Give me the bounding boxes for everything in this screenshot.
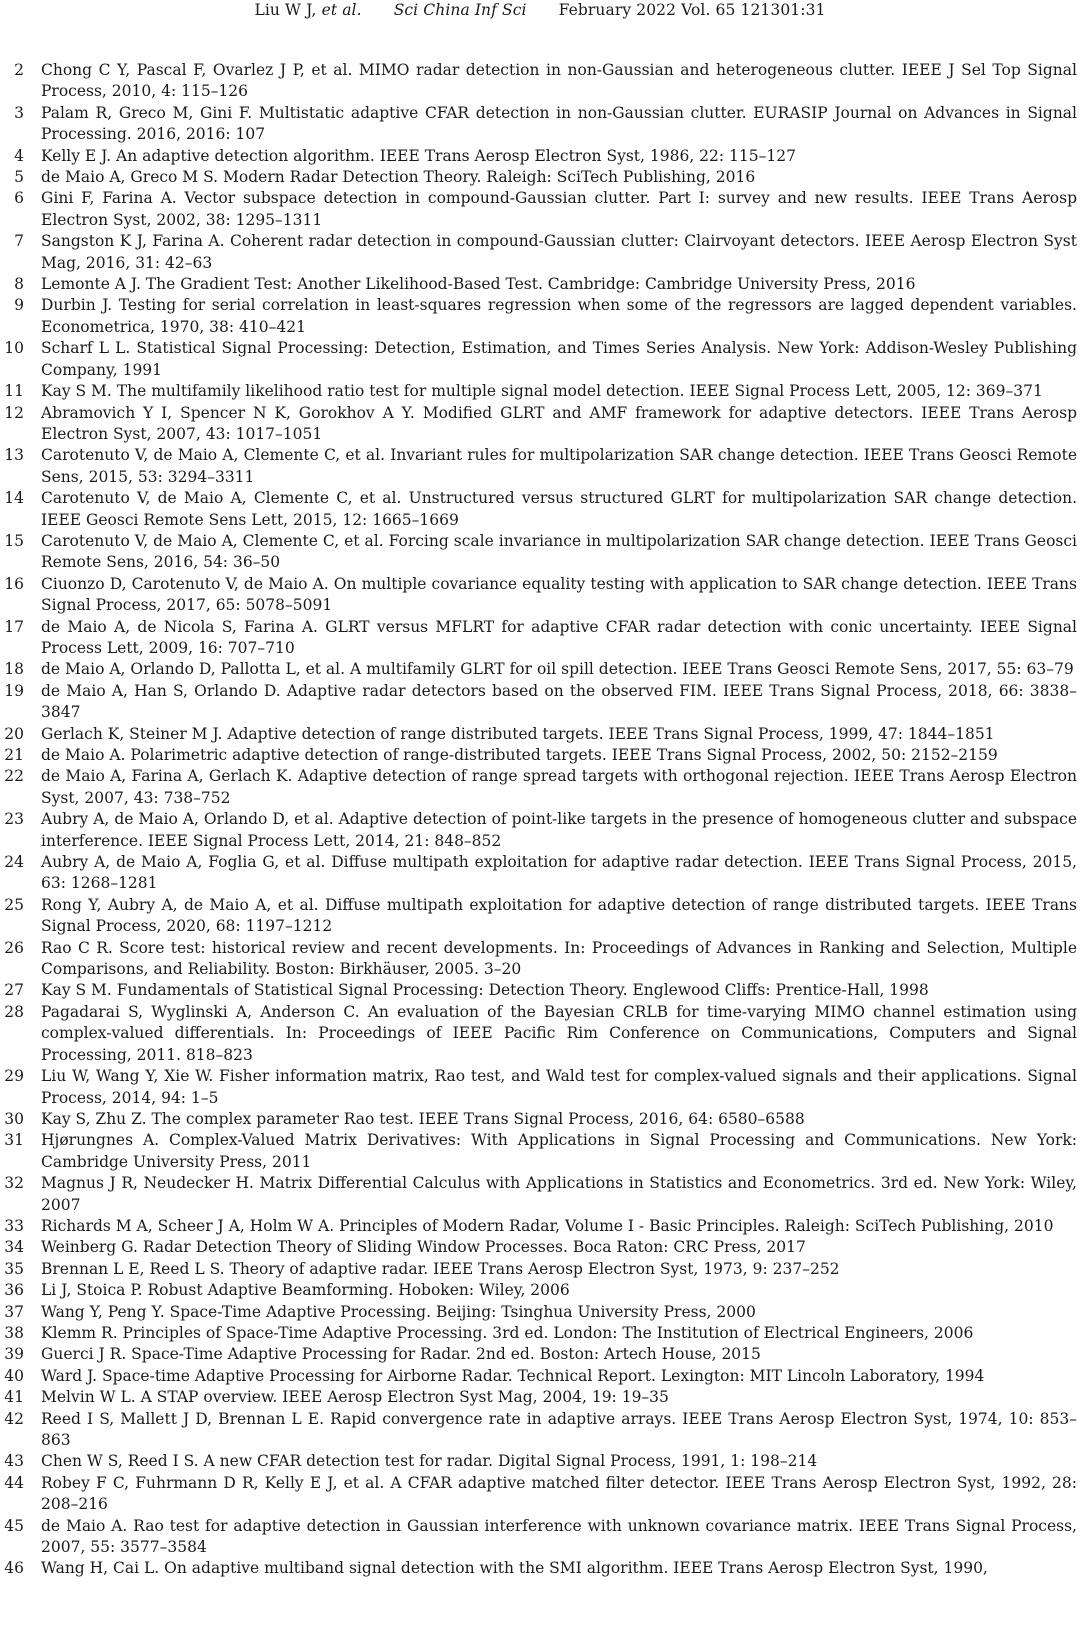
reference-number: 28 xyxy=(4,1002,24,1021)
reference-number: 43 xyxy=(4,1452,24,1471)
reference-number: 27 xyxy=(4,981,24,1000)
reference-item xyxy=(0,1323,1080,1344)
reference-item xyxy=(0,1259,1080,1280)
reference-number: 26 xyxy=(4,938,24,957)
reference-number: 42 xyxy=(4,1409,24,1428)
reference-number: 18 xyxy=(4,660,24,679)
reference-item xyxy=(0,745,1080,766)
reference-number: 30 xyxy=(4,1109,24,1128)
reference-number: 11 xyxy=(4,382,24,401)
reference-item xyxy=(0,381,1080,402)
reference-item xyxy=(0,852,1080,895)
reference-item xyxy=(0,403,1080,446)
header-journal: Sci China Inf Sci xyxy=(393,1,527,19)
reference-item xyxy=(0,1366,1080,1387)
reference-number: 20 xyxy=(4,724,24,743)
reference-item xyxy=(0,1066,1080,1109)
reference-text: Klemm R. Principles of Space-Time Adaptive Processing. 3rd ed. London: The Institution of Electrical Engineers, 2006 xyxy=(41,1323,974,1342)
reference-number: 37 xyxy=(4,1302,24,1321)
reference-text: Ward J. Space-time Adaptive Processing for Airborne Radar. Technical Report. Lexington: MIT Lincoln Laboratory, 1994 xyxy=(41,1366,985,1385)
reference-item xyxy=(0,1237,1080,1258)
reference-item xyxy=(0,681,1080,724)
reference-text: Carotenuto V, de Maio A, Clemente C, et al. Invariant rules for multipolarization SAR change detection. IEEE Trans Geosci Remote Sens, 2015, 53: 3294–3311 xyxy=(41,446,1077,486)
reference-item xyxy=(0,1473,1080,1516)
reference-text: Kay S M. The multifamily likelihood ratio test for multiple signal model detection. IEEE Signal Process Lett, 2005, 12: 369–371 xyxy=(41,382,1043,401)
reference-item xyxy=(0,1173,1080,1216)
reference-text: Palam R, Greco M, Gini F. Multistatic adaptive CFAR detection in non-Gaussian clutter. EURASIP Journal on Advances in Signal Processing. 2016, 2016: 107 xyxy=(41,103,1077,144)
reference-text: Wang Y, Peng Y. Space-Time Adaptive Processing. Beijing: Tsinghua University Press, 2000 xyxy=(41,1302,756,1321)
header-issue: February 2022 Vol. 65 121301:31 xyxy=(558,1,826,19)
reference-item xyxy=(0,531,1080,574)
reference-number: 22 xyxy=(4,767,24,786)
reference-number: 31 xyxy=(4,1131,24,1150)
reference-text: Abramovich Y I, Spencer N K, Gorokhov A Y. Modified GLRT and AMF framework for adaptive detectors. IEEE Trans Aerosp Electron Syst, 2007, 43: 1017–1051 xyxy=(41,403,1077,443)
reference-text: Guerci J R. Space-Time Adaptive Processing for Radar. 2nd ed. Boston: Artech House, 2015 xyxy=(41,1345,761,1364)
reference-number: 2 xyxy=(14,61,24,79)
reference-item xyxy=(0,659,1080,680)
reference-number: 14 xyxy=(4,489,24,508)
reference-number: 40 xyxy=(4,1366,24,1385)
reference-text: Hjørungnes A. Complex-Valued Matrix Derivatives: With Applications in Signal Processing and Communications. New York: Cambridge University Press, 2011 xyxy=(41,1131,1077,1171)
reference-text: Rong Y, Aubry A, de Maio A, et al. Diffuse multipath exploitation for adaptive detection of range distributed targets. IEEE Trans Signal Process, 2020, 68: 1197–1212 xyxy=(41,895,1077,936)
reference-number: 8 xyxy=(14,275,24,294)
reference-number: 34 xyxy=(4,1238,24,1257)
reference-number: 13 xyxy=(4,446,24,465)
reference-item xyxy=(0,1280,1080,1301)
reference-text: Richards M A, Scheer J A, Holm W A. Principles of Modern Radar, Volume I - Basic Principles. Raleigh: SciTech Publishing, 2010 xyxy=(41,1216,1054,1235)
reference-number: 23 xyxy=(4,810,24,829)
reference-item xyxy=(0,980,1080,1001)
reference-item xyxy=(0,1344,1080,1365)
reference-item xyxy=(0,766,1080,809)
reference-number: 17 xyxy=(4,617,24,636)
reference-item xyxy=(0,295,1080,338)
reference-text: de Maio A, Greco M S. Modern Radar Detection Theory. Raleigh: SciTech Publishing, 2016 xyxy=(41,168,756,187)
reference-item xyxy=(0,617,1080,660)
reference-text: Liu W, Wang Y, Xie W. Fisher information matrix, Rao test, and Wald test for complex-valued signals and their applications. Signal Process, 2014, 94: 1–5 xyxy=(41,1067,1077,1107)
reference-text: Pagadarai S, Wyglinski A, Anderson C. An evaluation of the Bayesian CRLB for time-varying MIMO channel estimation using complex-valued differentials. In: Proceedings of IEEE Pacific Rim Conference on Communications, Computers and Signal Processing, 2011. 818–823 xyxy=(41,1002,1077,1064)
reference-item xyxy=(0,895,1080,938)
reference-text: Kelly E J. An adaptive detection algorithm. IEEE Trans Aerosp Electron Syst, 1986, 22: 115–127 xyxy=(41,146,796,165)
reference-text: Rao C R. Score test: historical review and recent developments. In: Proceedings of Advances in Ranking and Selection, Multiple Comparisons, and Reliability. Boston: Birkhäuser, 2005. 3–20 xyxy=(41,938,1077,979)
reference-number: 32 xyxy=(4,1174,24,1193)
reference-text: Aubry A, de Maio A, Foglia G, et al. Diffuse multipath exploitation for adaptive radar detection. IEEE Trans Signal Process, 2015, 63: 1268–1281 xyxy=(41,853,1077,893)
reference-number: 19 xyxy=(4,681,24,700)
reference-item xyxy=(0,1002,1080,1066)
reference-text: Ciuonzo D, Carotenuto V, de Maio A. On multiple covariance equality testing with application to SAR change detection. IEEE Trans Signal Process, 2017, 65: 5078–5091 xyxy=(41,574,1077,615)
reference-number: 39 xyxy=(4,1345,24,1364)
reference-item xyxy=(0,1302,1080,1323)
reference-number: 41 xyxy=(4,1388,24,1407)
reference-item xyxy=(0,574,1080,617)
reference-number: 12 xyxy=(4,403,24,422)
reference-number: 21 xyxy=(4,746,24,764)
reference-item xyxy=(0,338,1080,381)
reference-number: 33 xyxy=(4,1216,24,1235)
reference-number: 25 xyxy=(4,895,24,914)
reference-item xyxy=(0,188,1080,231)
reference-number: 3 xyxy=(14,103,24,122)
reference-text: de Maio A. Rao test for adaptive detection in Gaussian interference with unknown covariance matrix. IEEE Trans Signal Process, 2007, 55: 3577–3584 xyxy=(41,1516,1077,1557)
reference-number: 46 xyxy=(4,1559,24,1578)
reference-item xyxy=(0,1109,1080,1130)
reference-number: 7 xyxy=(14,232,24,251)
reference-text: Carotenuto V, de Maio A, Clemente C, et al. Forcing scale invariance in multipolarization SAR change detection. IEEE Trans Geosci Remote Sens, 2016, 54: 36–50 xyxy=(41,531,1077,572)
reference-number: 4 xyxy=(14,146,24,165)
reference-number: 6 xyxy=(14,189,24,208)
reference-item xyxy=(0,938,1080,981)
reference-text: Gerlach K, Steiner M J. Adaptive detection of range distributed targets. IEEE Trans Signal Process, 1999, 47: 1844–1851 xyxy=(41,724,995,743)
reference-text: Kay S, Zhu Z. The complex parameter Rao test. IEEE Trans Signal Process, 2016, 64: 6580–6588 xyxy=(41,1109,805,1128)
reference-number: 35 xyxy=(4,1259,24,1278)
header-et-al: et al. xyxy=(321,1,362,19)
reference-text: Lemonte A J. The Gradient Test: Another Likelihood-Based Test. Cambridge: Cambridge University Press, 2016 xyxy=(41,275,916,294)
reference-text: Scharf L L. Statistical Signal Processing: Detection, Estimation, and Times Series Analysis. New York: Addison-Wesley Publishing Company, 1991 xyxy=(41,339,1077,379)
reference-number: 10 xyxy=(4,339,24,358)
reference-item xyxy=(0,167,1080,188)
reference-item xyxy=(0,1451,1080,1472)
reference-text: Carotenuto V, de Maio A, Clemente C, et al. Unstructured versus structured GLRT for multipolarization SAR change detection. IEEE Geosci Remote Sens Lett, 2015, 12: 1665–1669 xyxy=(41,489,1077,529)
reference-text: Sangston K J, Farina A. Coherent radar detection in compound-Gaussian clutter: Clairvoyant detectors. IEEE Aerosp Electron Syst Mag, 2016, 31: 42–63 xyxy=(41,232,1077,272)
reference-number: 5 xyxy=(14,168,24,187)
reference-item xyxy=(0,60,1080,103)
reference-number: 38 xyxy=(4,1323,24,1342)
reference-item xyxy=(0,1216,1080,1237)
reference-number: 15 xyxy=(4,531,24,550)
reference-text: de Maio A, Han S, Orlando D. Adaptive radar detectors based on the observed FIM. IEEE Trans Signal Process, 2018, 66: 3838–3847 xyxy=(41,681,1077,722)
reference-number: 24 xyxy=(4,853,24,872)
reference-text: de Maio A, Orlando D, Pallotta L, et al. A multifamily GLRT for oil spill detection. IEEE Trans Geosci Remote Sens, 2017, 55: 63–79 xyxy=(41,660,1074,679)
header-authors: Liu W J, xyxy=(254,1,317,19)
reference-number: 45 xyxy=(4,1516,24,1535)
reference-item xyxy=(0,809,1080,852)
reference-text: de Maio A, de Nicola S, Farina A. GLRT versus MFLRT for adaptive CFAR radar detection with conic uncertainty. IEEE Signal Process Lett, 2009, 16: 707–710 xyxy=(41,617,1077,657)
reference-item xyxy=(0,1409,1080,1452)
reference-item xyxy=(0,1558,1080,1579)
reference-text: Brennan L E, Reed L S. Theory of adaptive radar. IEEE Trans Aerosp Electron Syst, 1973, 9: 237–252 xyxy=(41,1259,840,1278)
reference-text: Chong C Y, Pascal F, Ovarlez J P, et al. MIMO radar detection in non-Gaussian and heterogeneous clutter. IEEE J Sel Top Signal Process, 2010, 4: 115–126 xyxy=(41,61,1077,101)
reference-text: Melvin W L. A STAP overview. IEEE Aerosp Electron Syst Mag, 2004, 19: 19–35 xyxy=(41,1388,669,1407)
reference-text: Weinberg G. Radar Detection Theory of Sliding Window Processes. Boca Raton: CRC Press, 2017 xyxy=(41,1238,806,1257)
reference-text: Durbin J. Testing for serial correlation in least-squares regression when some of the regressors are lagged dependent variables. Econometrica, 1970, 38: 410–421 xyxy=(41,296,1077,336)
reference-text: de Maio A, Farina A, Gerlach K. Adaptive detection of range spread targets with orthogonal rejection. IEEE Trans Aerosp Electron Syst, 2007, 43: 738–752 xyxy=(41,767,1077,807)
reference-text: Li J, Stoica P. Robust Adaptive Beamforming. Hoboken: Wiley, 2006 xyxy=(41,1281,570,1300)
reference-number: 44 xyxy=(4,1473,24,1492)
reference-item xyxy=(0,146,1080,167)
reference-item xyxy=(0,1387,1080,1408)
reference-number: 29 xyxy=(4,1067,24,1086)
reference-text: Chen W S, Reed I S. A new CFAR detection test for radar. Digital Signal Process, 1991, 1: 198–214 xyxy=(41,1452,818,1471)
reference-item xyxy=(0,1130,1080,1173)
reference-item xyxy=(0,445,1080,488)
reference-number: 16 xyxy=(4,574,24,593)
reference-text: Kay S M. Fundamentals of Statistical Signal Processing: Detection Theory. Englewood Cliffs: Prentice-Hall, 1998 xyxy=(41,981,929,1000)
running-header xyxy=(0,0,1080,22)
reference-number: 36 xyxy=(4,1281,24,1300)
reference-item xyxy=(0,274,1080,295)
reference-text: Gini F, Farina A. Vector subspace detection in compound-Gaussian clutter. Part I: survey and new results. IEEE Trans Aerosp Electron Syst, 2002, 38: 1295–1311 xyxy=(41,189,1077,229)
reference-item xyxy=(0,724,1080,745)
reference-item xyxy=(0,1516,1080,1559)
reference-text: Magnus J R, Neudecker H. Matrix Differential Calculus with Applications in Statistics and Econometrics. 3rd ed. New York: Wiley, 2007 xyxy=(41,1174,1077,1214)
reference-item xyxy=(0,231,1080,274)
reference-text: Robey F C, Fuhrmann D R, Kelly E J, et al. A CFAR adaptive matched filter detector. IEEE Trans Aerosp Electron Syst, 1992, 28: 208–216 xyxy=(41,1473,1077,1514)
reference-text: Reed I S, Mallett J D, Brennan L E. Rapid convergence rate in adaptive arrays. IEEE Trans Aerosp Electron Syst, 1974, 10: 853–863 xyxy=(41,1409,1077,1449)
reference-text: de Maio A. Polarimetric adaptive detection of range-distributed targets. IEEE Trans Signal Process, 2002, 50: 2152–2159 xyxy=(41,746,998,764)
reference-text: Aubry A, de Maio A, Orlando D, et al. Adaptive detection of point-like targets in the presence of homogeneous clutter and subspace interference. IEEE Signal Process Lett, 2014, 21: 848–852 xyxy=(41,810,1077,850)
reference-text: Wang H, Cai L. On adaptive multiband signal detection with the SMI algorithm. IEEE Trans Aerosp Electron Syst, 1990, xyxy=(41,1559,988,1578)
reference-number: 9 xyxy=(14,296,24,315)
reference-item xyxy=(0,103,1080,146)
reference-list xyxy=(0,60,1080,1580)
reference-item xyxy=(0,488,1080,531)
